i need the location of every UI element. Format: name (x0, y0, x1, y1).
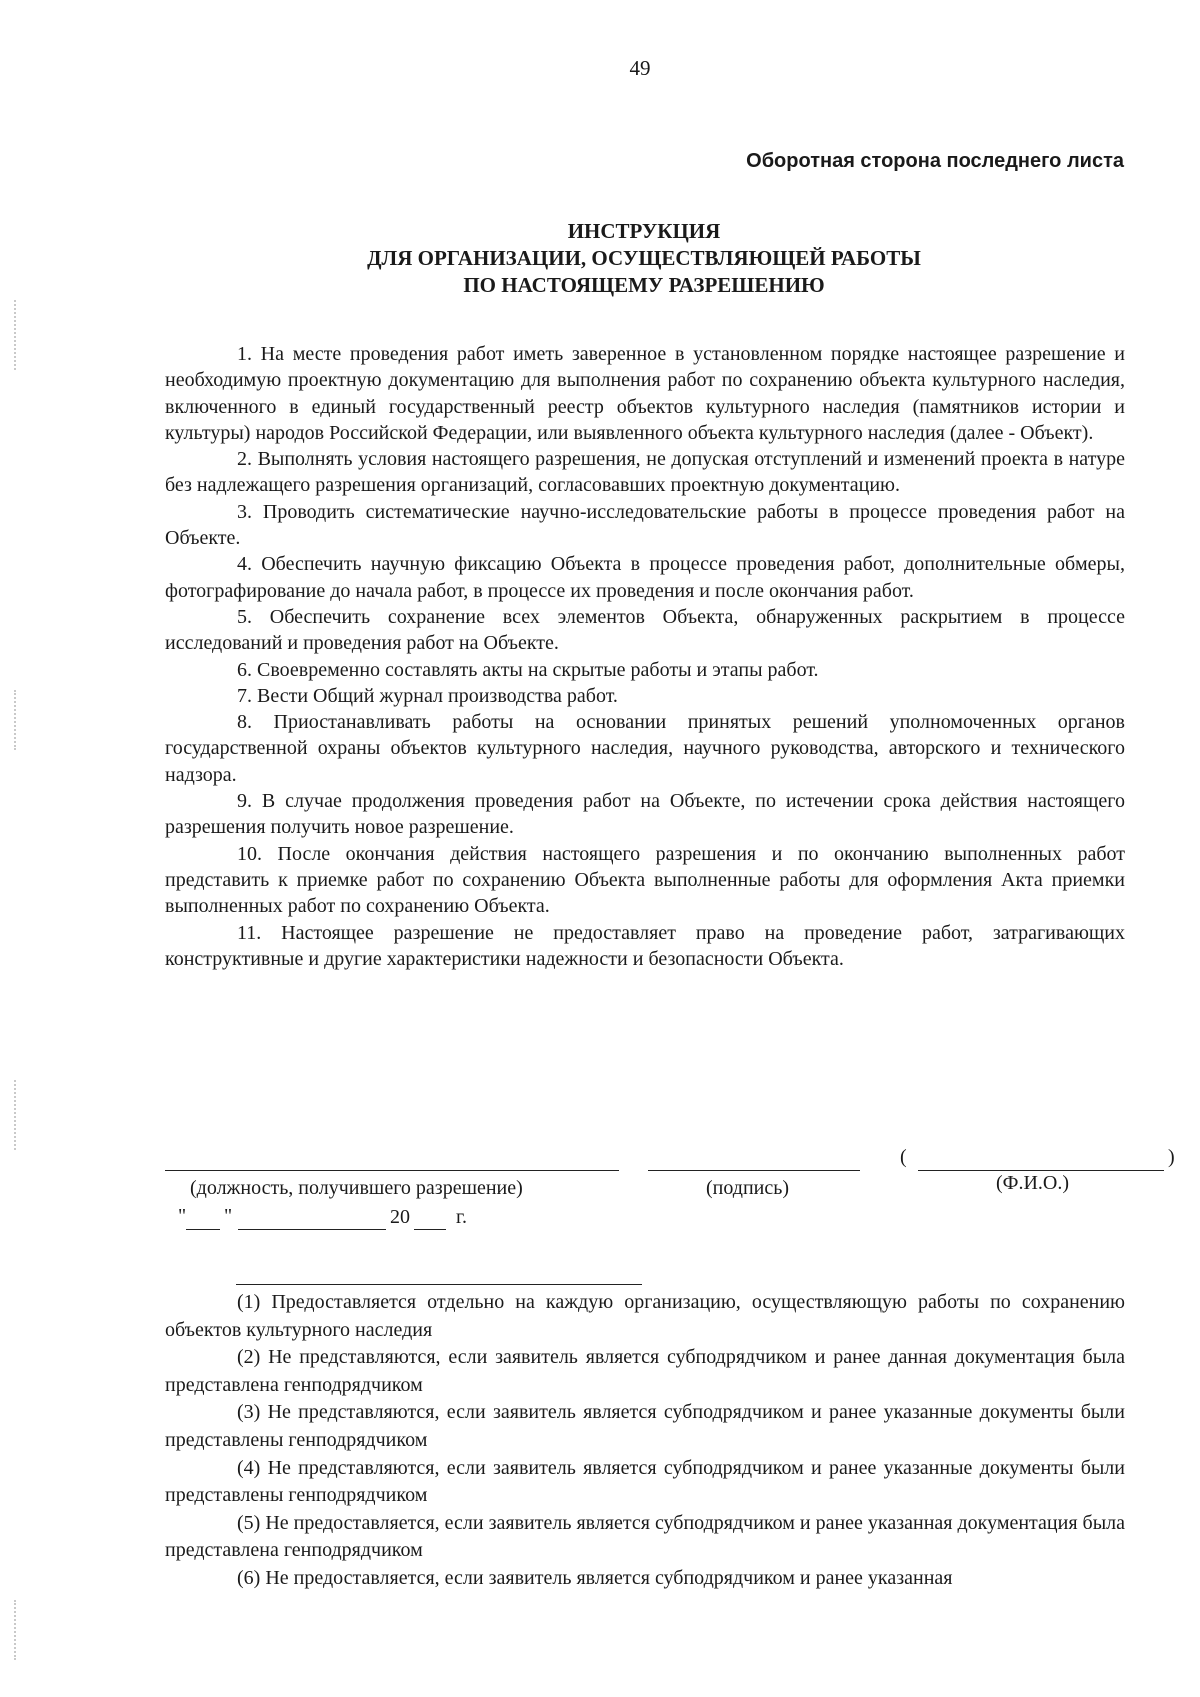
name-line (918, 1170, 1164, 1171)
name-close-paren: ) (1168, 1146, 1175, 1168)
signature-line (648, 1170, 860, 1171)
instruction-item: 5. Обеспечить сохранение всех элементов Объекта, обнаруженных раскрытием в процессе исследований и проведения работ на Объекте. (165, 605, 1125, 655)
scan-artifact (14, 690, 20, 750)
position-label: (должность, получившего разрешение) (190, 1177, 523, 1199)
instruction-item: 8. Приостанавливать работы на основании принятых решений уполномоченных органов государственной охраны объектов культурного наследия, научного руководства, авторского и технического надзора. (165, 711, 1125, 786)
title-line: ПО НАСТОЯЩЕМУ РАЗРЕШЕНИЮ (463, 273, 825, 297)
month-line (238, 1229, 386, 1230)
day-line (186, 1229, 220, 1230)
instruction-item: 9. В случае продолжения проведения работ на Объекте, по истечении срока действия настоящего разрешения получить новое разрешение. (165, 790, 1125, 839)
footnote: (5) Не предоставляется, если заявитель является субподрядчиком и ранее указанная документация была представлена генподрядчиком (165, 1511, 1125, 1562)
title-line: ИНСТРУКЦИЯ (567, 219, 721, 243)
year-suffix: г. (456, 1206, 467, 1228)
reverse-side-label: Оборотная сторона последнего листа (746, 150, 1124, 172)
instruction-item: 10. После окончания действия настоящего разрешения и по окончанию выполненных работ представить к приемке работ по сохранению Объекта выполненные работы для оформления Акта приемки выполненных работ по сохранению Объекта. (165, 842, 1125, 918)
name-label: (Ф.И.О.) (996, 1172, 1070, 1194)
signature-label: (подпись) (706, 1177, 790, 1199)
date-quote-open: " (178, 1205, 187, 1227)
footnote: (3) Не представляются, если заявитель является субподрядчиком и ранее указанные документы были представлены генподрядчиком (165, 1401, 1125, 1451)
footnote: (1) Предоставляется отдельно на каждую организацию, осуществляющую работы по сохранению объектов культурного наследия (165, 1291, 1125, 1341)
year-prefix: 20 (390, 1206, 410, 1228)
scan-artifact (14, 1600, 20, 1660)
document-title (150, 218, 1138, 299)
footnote: (6) Не предоставляется, если заявитель является субподрядчиком и ранее указанная (237, 1566, 953, 1589)
instruction-item: 3. Проводить систематические научно-исследовательские работы в процессе проведения работ на Объекте. (165, 500, 1125, 550)
footnote: (4) Не представляются, если заявитель является субподрядчиком и ранее указанные документы были представлены генподрядчиком (165, 1456, 1125, 1507)
title-line: ДЛЯ ОРГАНИЗАЦИИ, ОСУЩЕСТВЛЯЮЩЕЙ РАБОТЫ (367, 246, 921, 270)
year-line (414, 1229, 446, 1230)
footnotes (165, 1289, 1125, 1593)
scan-artifact (14, 1080, 20, 1150)
instruction-item: 6. Своевременно составлять акты на скрытые работы и этапы работ. (237, 658, 819, 681)
instruction-list (165, 341, 1125, 972)
name-open-paren: ( (900, 1146, 907, 1168)
instruction-item: 1. На месте проведения работ иметь заверенное в установленном порядке настоящее разрешение и необходимую проектную документацию для выполнения работ по сохранению объекта культурного наследия, включенного в единый государственный реестр объектов культурного наследия (памятников истории и культуры) народов Российской Федерации, или выявленного объекта культурного наследия (далее - Объект). (165, 343, 1125, 444)
instruction-item: 2. Выполнять условия настоящего разрешения, не допуская отступлений и изменений проекта в натуре без надлежащего разрешения организаций, согласовавших проектную документацию. (165, 448, 1125, 497)
page-number: 49 (629, 56, 651, 80)
footnote: (2) Не представляются, если заявитель является субподрядчиком и ранее данная документация была представлена генподрядчиком (165, 1346, 1125, 1396)
position-line (165, 1170, 619, 1171)
scan-artifact (14, 300, 20, 370)
instruction-item: 11. Настоящее разрешение не предоставляет право на проведение работ, затрагивающих конструктивные и другие характеристики надежности и безопасности Объекта. (165, 921, 1125, 970)
date-quote-close: " (224, 1205, 233, 1227)
instruction-item: 7. Вести Общий журнал производства работ. (237, 684, 618, 707)
instruction-item: 4. Обеспечить научную фиксацию Объекта в процессе проведения работ, дополнительные обмеры, фотографирование до начала работ, в процессе их проведения и после окончания работ. (165, 553, 1125, 602)
footnote-separator (236, 1284, 642, 1285)
